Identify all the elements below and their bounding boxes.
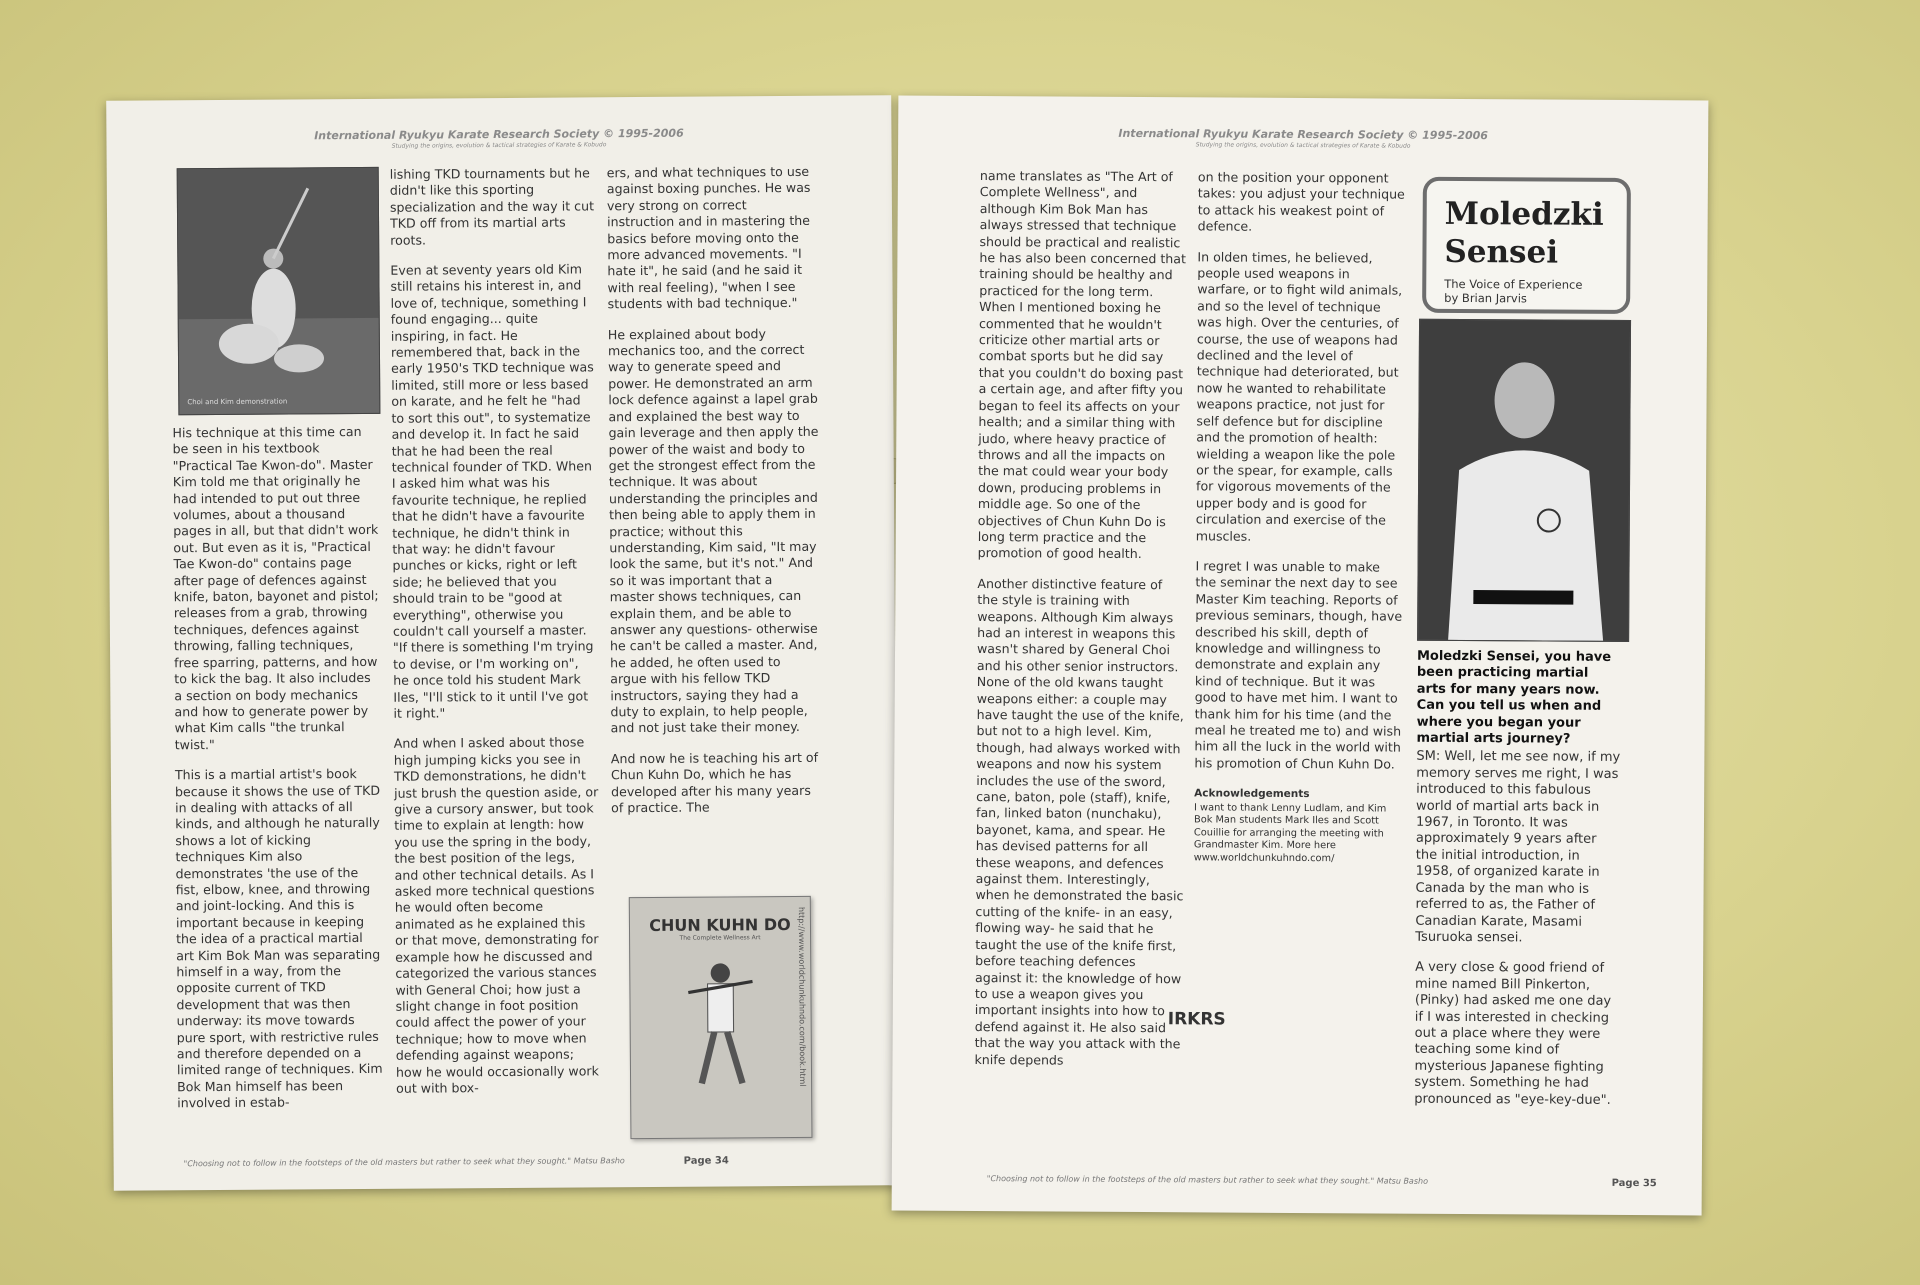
header-title: International Ryukyu Karate Research Society © 1995-2006 <box>314 126 684 143</box>
book-cover-image <box>629 896 813 1139</box>
header-title: International Ryukyu Karate Research Society © 1995-2006 <box>1118 126 1489 143</box>
paragraph: lishing TKD tournaments but he didn't like this sporting specialization and the way it cut TKD off from its martial arts roots. <box>389 165 595 248</box>
right-column-3 <box>1414 649 1622 1123</box>
paragraph: on the position your opponent takes: you adjust your technique to attack his weakest point of defence. <box>1197 169 1405 234</box>
right-column-1 <box>974 168 1188 1083</box>
interview-question: Moledzki Sensei, you have been practicing martial arts for many years now. Can you tell us when and where you began your martial arts journey? <box>1416 648 1612 747</box>
header-subtitle: Studying the origins, evolution & tactical strategies of Karate & Kobudo <box>391 141 607 150</box>
book-subtitle: The Complete Wellness Art <box>679 934 761 942</box>
book-figure-graphic <box>665 949 776 1100</box>
left-column-2 <box>390 165 602 1111</box>
book-title: CHUN KUHN DO <box>649 914 791 935</box>
right-column-2 <box>1194 169 1406 865</box>
sensei-portrait-photo <box>1417 319 1631 642</box>
paragraph: Another distinctive feature of the style is training with weapons. Although Kim always had an interest in weapons this wasn't shared by General Choi and his other senior instructors. None of the old kwans taught weapons either: a couple may have taught the use of the knife, but not to a high level. Kim, though, had always worked with weapons and now his system includes the use of the sword, cane, baton, pole (staff), knife, fan, linked baton (nunchaku), bayonet, kama, and spear. He has devised patterns for all these weapons, and defences against them. Interestingly, when he demonstrated the basic cutting of the knife- in an easy, flowing way- he said that he taught the use of the knife first, before teaching defences against it: the knowledge of how to use a weapon gives you important insights into how to defend against it. He also said that the way you attack with the knife depends <box>974 575 1184 1068</box>
sensei-portrait-graphic <box>1418 320 1630 641</box>
paragraph: And now he is teaching his art of Chun Kuhn Do, which he has developed after his many years of practice. The <box>610 749 819 816</box>
irkrs-logo-text: IRKRS <box>1167 1009 1226 1030</box>
paragraph: name translates as "The Art of Complete Wellness", and although Kim Bok Man has always stressed that technique should be practical and realistic he has also been concerned that training should be healthy and practiced for the long term. When I mentioned boxing he commented that he wouldn't criticize other martial arts or combat sports but he did say that you couldn't do boxing past a certain age, and after fifty you began to feel its affects on your health; and a similar thing with judo, where heavy practice of throws and all the impacts on the mat could wear your body down, producing problems in middle age. So one of the objectives of Chun Kuhn Do is long term practice and the promotion of good health. <box>977 168 1186 562</box>
header-subtitle: Studying the origins, evolution & tactical strategies of Karate & Kobudo <box>1195 141 1411 150</box>
article-title-line1: Moledzki <box>1444 195 1604 233</box>
page-number: Page 35 <box>1611 1177 1657 1190</box>
paragraph: A very close & good friend of mine named Bill Pinkerton, (Pinky) had asked me one day if I was interested in checking out a place where they were teaching some kind of mysterious Japanese fighting system. Something he had pronounced as "eye-key-due". <box>1414 960 1612 1108</box>
page-number: Page 34 <box>683 1155 729 1167</box>
paragraph: He explained about body mechanics too, and the correct way to generate speed and power. He demonstrated an arm lock defence against a lapel grab and explained the best way to gain leverage and then apply the power of the waist and body to get the strongest effect from the technique. It was about understanding the principles and then being able to apply them in practice; without this understanding, Kim said, "It may look the same, but it's not." And so it was important that a master shows techniques, can explain them, and be able to answer any questions- otherwise he can't be called a master. And, he added, he often used to argue with his fellow TKD instructors, saying they had a duty to explain, to help people, and not just take their money. <box>607 325 819 736</box>
demonstration-photo <box>177 167 381 415</box>
article-title-box <box>1422 177 1631 314</box>
demonstration-photo-graphic <box>178 168 380 414</box>
magazine-page-left <box>106 95 899 1190</box>
paragraph: Even at seventy years old Kim still retains his interest in, and love of, technique, something I found engaging... quite inspiring, in fact. He remembered that, back in the early 1950's TKD technique was limited, still more or less based on karate, and he felt he "had to sort this out", to systematize and develop it. In fact he said that he had been the real technical founder of TKD. When I asked him what was his favourite technique, he replied that he didn't have a favourite technique, he didn't think in that way: he didn't favour punches or kicks, right or left side; he believed that you should train to be "good at everything", otherwise you couldn't call yourself a master. "If there is something I'm trying to devise, or I'm working on", he once told his student Mark Iles, "I'll stick to it until I've got it right." <box>390 261 594 721</box>
page-header <box>898 126 1708 152</box>
article-byline: by Brian Jarvis <box>1444 290 1527 306</box>
article-subtitle: The Voice of Experience <box>1444 276 1583 292</box>
footer-quote: "Choosing not to follow in the footsteps of the old masters but rather to seek what they sought." Matsu Basho <box>986 1174 1429 1186</box>
page-header <box>106 125 891 151</box>
paragraph: I regret I was unable to make the seminar the next day to see Master Kim teaching. Reports of previous seminars, though, have described his skill, depth of knowledge and willingness to demonstrate and explain any kind of technique. But it was good to have met him. I want to thank him for his time (and the meal he treated me to) and wish him all the luck in the world with his promotion of Chun Kuhn Do. <box>1194 558 1403 772</box>
paragraph: ers, and what techniques to use against boxing punches. He was very strong on correct instruction and in mastering the basics before moving onto the more advanced movements. "I hate it", he said (and he said it with real feeling), "when I see students with bad technique." <box>606 163 811 312</box>
left-column-1 <box>172 424 385 1126</box>
paragraph: And when I asked about those high jumping kicks you see in TKD demonstrations, he didn't just brush the question aside, or give a cursory answer, but took time to explain at length: how you use the spring in the body, the best position of the legs, and other technical details. As I asked more technical questions he would often become animated as he explained this or that move, demonstrating for example how he discussed and categorized the various stances with General Choi; how just a slight change in foot position could affect the power of your technique; how to move when defending against weapons; how he would occasionally work out with box- <box>393 734 599 1096</box>
left-column-3 <box>607 164 822 831</box>
paragraph: His technique at this time can be seen in his textbook "Practical Tae Kwon-do". Master Kim told me that originally he had intended to put out three volumes, about a thousand pages in all, but that didn't work out. But even as it is, "Practical Tae Kwon-do" contains page after page of defences against knife, baton, bayonet and pistol; releases from a grab, throwing techniques, defences against throwing, falling techniques, free sparring, patterns, and how to kick the bag. It also includes a section on body mechanics and how to generate power by what Kim calls "the trunkal twist." <box>172 423 379 753</box>
article-title-line2: Sensei <box>1444 233 1559 271</box>
book-url: http://www.worldchunkuhndo.com/book.html <box>796 906 808 1087</box>
paragraph: This is a martial artist's book because it shows the use of TKD in dealing with attacks of all kinds, and although he naturally shows a lot of kicking techniques Kim also demonstrates 'the use of the fist, elbow, knee, and throwing and joint-locking. And this is important because in keeping the idea of a practical martial art Kim Bok Man was separating himself in a way, from the opposite current of TKD development that was then underway: its move towards pure sport, with restrictive rules and therefore depended on a limited range of techniques. Kim Bok Man himself has been involved in estab- <box>174 766 383 1111</box>
acknowledgements-heading: Acknowledgements <box>1194 787 1310 801</box>
photo-caption: Choi and Kim demonstration <box>187 397 288 407</box>
magazine-page-right <box>892 96 1709 1216</box>
acknowledgements-text: I want to thank Lenny Ludlam, and Kim Bok Man students Mark Iles and Scott Couillie for arranging the meeting with Grandmaster Kim. More here www.worldchunkuhndo.com/ <box>1193 801 1387 864</box>
footer-quote: "Choosing not to follow in the footsteps of the old masters but rather to seek what they sought." Matsu Basho <box>183 1156 625 1169</box>
paragraph: SM: Well, let me see now, if my memory serves me right, I was introduced to this fabulous world of martial arts back in 1967, in Toronto. It was approximately 9 years after the initial introduction, in 1958, of organized karate in Canada by the man who is referred to as, the Father of Canadian Karate, Masami Tsuruoka sensei. <box>1415 749 1621 946</box>
paragraph: In olden times, he believed, people used weapons in warfare, or to fight wild animals, and so the level of technique was high. Over the centuries, of course, the use of weapons had declined and the level of technique had deteriorated, but now he wanted to rehabilitate weapons practice, not just for self defence but for discipline and the promotion of health: wielding a weapon like the pole or the spear, for example, calls for vigorous movements of the upper body and is good for circulation and exercise of the muscles. <box>1195 248 1403 544</box>
